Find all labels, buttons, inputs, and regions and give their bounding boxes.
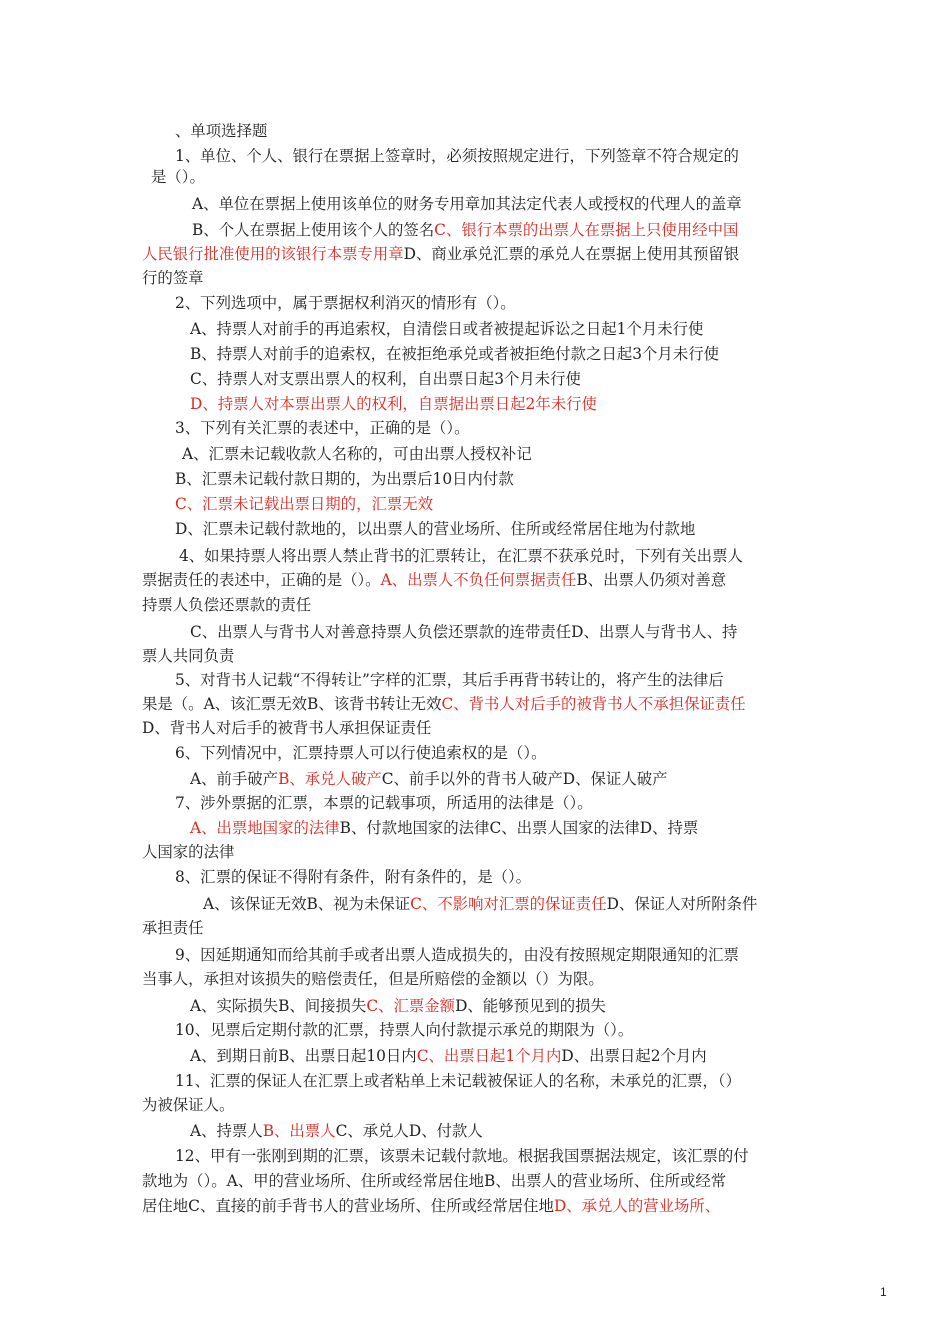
text-segment: 居住地C、直接的前手背书人的营业场所、住所或经常居住地: [142, 1197, 554, 1215]
text-segment: 持票人负偿还票款的责任: [142, 596, 312, 614]
text-line: [182, 443, 532, 465]
answer-highlight: C、汇票金额: [366, 997, 456, 1015]
answer-highlight: D、持票人对本票出票人的权利，自票据出票日起2年未行使: [190, 395, 597, 413]
answer-highlight: C、汇票未记载出票日期的，汇票无效: [175, 495, 434, 513]
text-segment: 12、甲有一张刚到期的汇票，该票未记载付款地。根据我国票据法规定，该汇票的付: [175, 1147, 749, 1165]
text-line: [175, 792, 593, 814]
text-segment: 9、因延期通知而给其前手或者出票人造成损失的，由没有按照规定期限通知的汇票: [175, 946, 739, 964]
text-line: [142, 693, 746, 715]
text-line: [190, 995, 606, 1017]
text-line: [175, 742, 546, 764]
text-segment: 人国家的法律: [142, 843, 235, 861]
text-segment: C、前手以外的背书人破产D、保证人破产: [381, 770, 668, 788]
text-line: [142, 1195, 720, 1217]
text-segment: 承担责任: [142, 919, 204, 937]
answer-highlight: A、出票地国家的法律: [190, 819, 340, 837]
text-segment: 当事人，承担对该损失的赔偿责任，但是所赔偿的金额以（）为限。: [142, 970, 604, 988]
text-segment: 果是（。A、该汇票无效B、该背书转让无效: [142, 695, 442, 713]
text-line: [175, 669, 724, 691]
text-line: [190, 393, 597, 415]
text-line: [192, 193, 742, 215]
text-segment: A、实际损失B、间接损失: [190, 997, 367, 1015]
text-segment: 5、对背书人记载“不得转让”字样的汇票，其后手再背书转让的，将产生的法律后: [175, 671, 724, 689]
text-segment: 是（）。: [151, 168, 205, 186]
text-line: [142, 645, 234, 667]
text-line: [190, 768, 668, 790]
text-line: [175, 1145, 749, 1167]
text-segment: 票人共同负责: [142, 647, 235, 665]
answer-highlight: A、出票人不负任何票据责任: [380, 571, 577, 589]
text-segment: 款地为（）。A、甲的营业场所、住所或经常居住地B、出票人的营业场所、住所或经常: [142, 1172, 727, 1190]
text-segment: 3、下列有关汇票的表述中，正确的是（）。: [175, 419, 470, 437]
text-segment: C、持票人对支票出票人的权利，自出票日起3个月未行使: [190, 370, 581, 388]
text-segment: 6、下列情况中，汇票持票人可以行使追索权的是（）。: [175, 744, 547, 762]
text-line: [175, 518, 695, 540]
text-segment: 10、见票后定期付款的汇票，持票人向付款提示承兑的期限为（）。: [175, 1021, 634, 1039]
text-line: [175, 493, 433, 515]
text-segment: A、汇票未记载收款人名称的，可由出票人授权补记: [182, 445, 532, 463]
answer-highlight: D、承兑人的营业场所、: [553, 1197, 721, 1215]
text-line: [175, 417, 470, 439]
text-segment: 1、单位、个人、银行在票据上签章时，必须按照规定进行，下列签章不符合规定的: [175, 147, 739, 165]
text-segment: 4、如果持票人将出票人禁止背书的汇票转让，在汇票不获承兑时，下列有关出票人: [179, 547, 743, 565]
text-line: [142, 243, 739, 265]
text-line: [175, 292, 516, 314]
text-line: [151, 166, 205, 188]
text-line: [190, 368, 581, 390]
text-segment: C、出票人与背书人对善意持票人负偿还票款的连带责任D、出票人与背书人、持: [190, 623, 738, 641]
text-segment: 8、汇票的保证不得附有条件，附有条件的，是（）。: [175, 868, 532, 886]
text-line: [192, 219, 738, 241]
text-line: [142, 717, 431, 739]
answer-highlight: C、不影响对汇票的保证责任: [410, 895, 607, 913]
text-segment: 2、下列选项中，属于票据权利消灭的情形有（）。: [175, 294, 516, 312]
text-line: [175, 1070, 741, 1092]
text-line: [142, 1094, 234, 1116]
text-line: [190, 318, 703, 340]
text-segment: 行的签章: [142, 269, 204, 287]
text-segment: A、单位在票据上使用该单位的财务专用章加其法定代表人或授权的代理人的盖章: [192, 195, 742, 213]
text-segment: D、出票日起2个月内: [561, 1047, 707, 1065]
text-line: [175, 120, 267, 142]
text-line: [190, 343, 719, 365]
text-segment: D、能够预见到的损失: [455, 997, 606, 1015]
text-line: [142, 267, 204, 289]
text-line: [190, 621, 737, 643]
text-line: [142, 917, 204, 939]
text-line: [175, 1019, 633, 1041]
answer-highlight: B、承兑人破产: [278, 770, 382, 788]
text-line: [175, 145, 739, 167]
text-line: [142, 1170, 726, 1192]
text-segment: A、该保证无效B、视为未保证: [203, 895, 411, 913]
text-segment: A、到期日前B、出票日起10日内: [190, 1047, 417, 1065]
text-segment: B、个人在票据上使用该个人的签名: [192, 221, 435, 239]
text-segment: 、单项选择题: [175, 122, 268, 140]
text-segment: B、付款地国家的法律C、出票人国家的法律D、持票: [339, 819, 699, 837]
text-line: [190, 1120, 483, 1142]
text-segment: C、承兑人D、付款人: [335, 1122, 483, 1140]
text-segment: B、汇票未记载付款日期的，为出票后10日内付款: [175, 470, 514, 488]
text-segment: 7、涉外票据的汇票，本票的记载事项，所适用的法律是（）。: [175, 794, 593, 812]
text-line: [175, 944, 739, 966]
text-line: [203, 893, 757, 915]
answer-highlight: C、背书人对后手的被背书人不承担保证责任: [441, 695, 746, 713]
text-line: [179, 545, 743, 567]
answer-highlight: C、银行本票的出票人在票据上只使用经中国: [434, 221, 739, 239]
text-segment: 11、汇票的保证人在汇票上或者粘单上未记载被保证人的名称，未承兑的汇票，（）: [175, 1072, 741, 1090]
text-segment: D、汇票未记载付款地的，以出票人的营业场所、住所或经常居住地为付款地: [175, 520, 696, 538]
text-line: [142, 968, 604, 990]
text-segment: 票据责任的表述中，正确的是（）。: [142, 571, 381, 589]
text-segment: A、持票人对前手的再追索权，自清偿日或者被提起诉讼之日起1个月未行使: [190, 320, 704, 338]
answer-highlight: 人民银行批准使用的该银行本票专用章: [142, 245, 404, 263]
text-segment: B、持票人对前手的追索权，在被拒绝承兑或者被拒绝付款之日起3个月未行使: [190, 345, 719, 363]
text-line: [142, 841, 234, 863]
text-segment: D、背书人对后手的被背书人承担保证责任: [142, 719, 432, 737]
text-segment: B、出票人仍须对善意: [576, 571, 727, 589]
text-segment: D、商业承兑汇票的承兑人在票据上使用其预留银: [403, 245, 740, 263]
answer-highlight: B、出票人: [262, 1122, 336, 1140]
text-line: [175, 468, 514, 490]
text-line: [190, 817, 698, 839]
text-segment: 为被保证人。: [142, 1096, 235, 1114]
text-line: [175, 866, 531, 888]
text-segment: D、保证人对所附条件: [606, 895, 758, 913]
answer-highlight: C、出票日起1个月内: [416, 1047, 562, 1065]
page-number: 1: [880, 1285, 887, 1299]
text-line: [190, 1045, 707, 1067]
text-segment: A、前手破产: [190, 770, 279, 788]
text-line: [142, 594, 311, 616]
text-line: [142, 569, 726, 591]
text-segment: A、持票人: [190, 1122, 263, 1140]
